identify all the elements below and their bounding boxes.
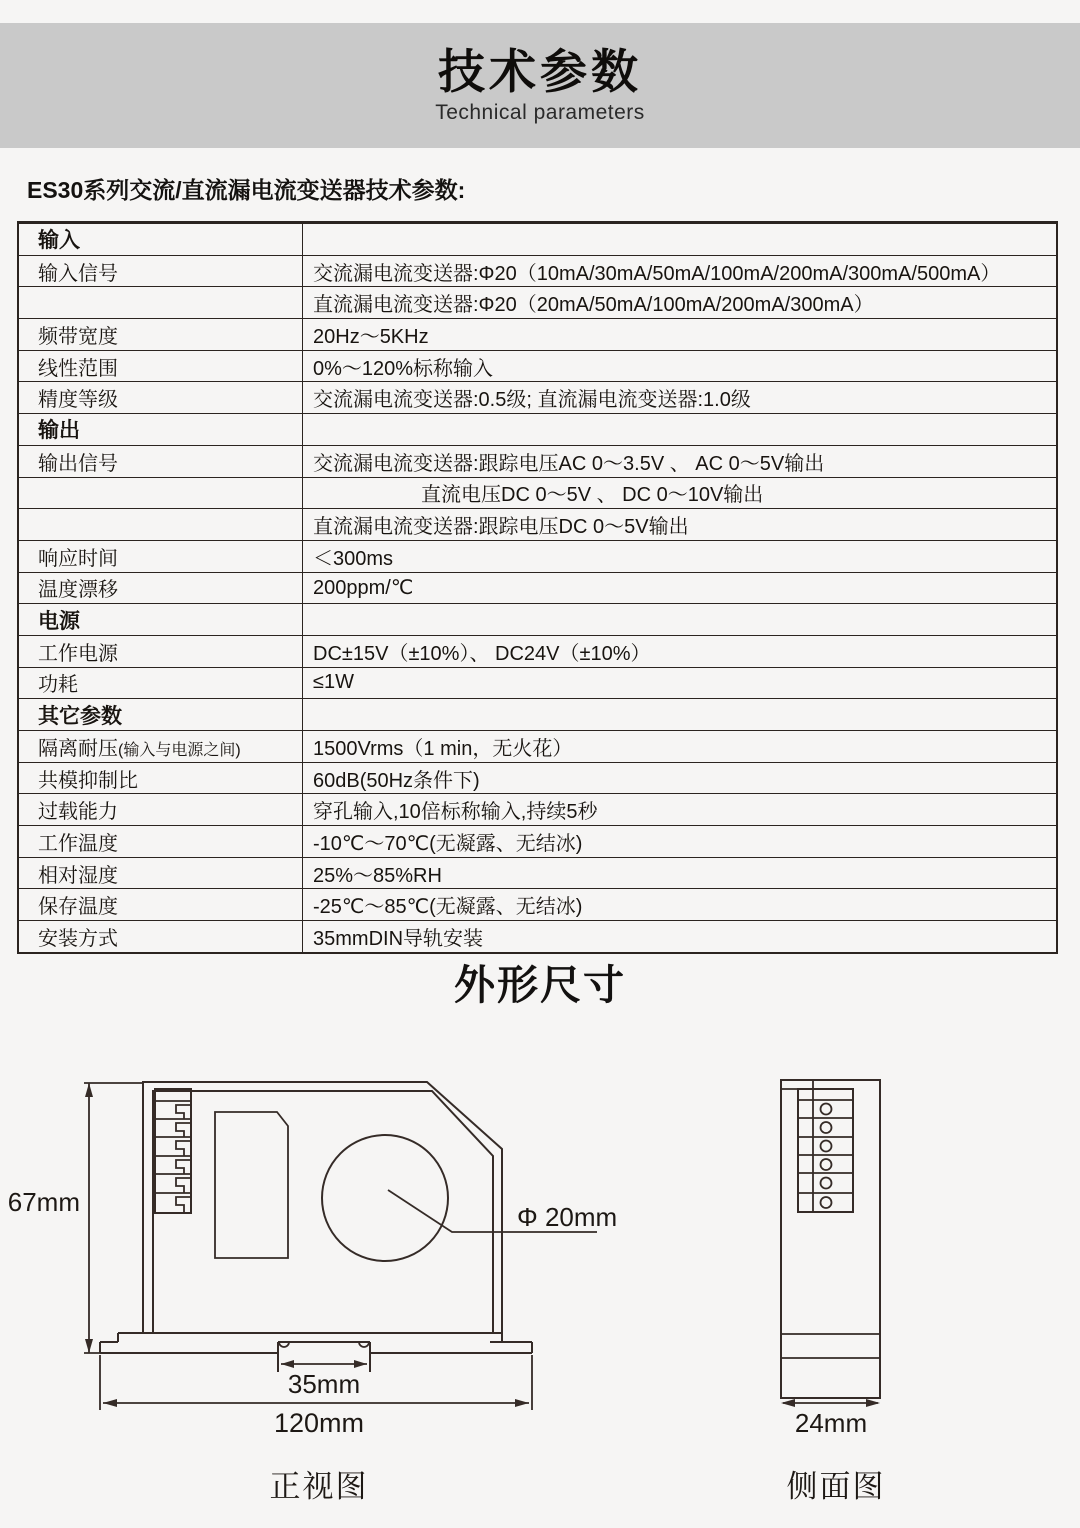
spec-value <box>303 223 1058 256</box>
table-row <box>18 223 1057 256</box>
spec-value: 直流电压DC 0～5V 、 DC 0～10V输出 <box>303 477 1058 509</box>
spec-label: 输入信号 <box>18 255 303 287</box>
side-view-caption: 侧面图 <box>786 1469 886 1504</box>
side-body-outline <box>781 1080 880 1398</box>
table-row <box>18 826 1057 858</box>
spec-label: 安装方式 <box>18 921 303 953</box>
side-width-dimension <box>781 1399 880 1438</box>
table-row <box>18 319 1057 351</box>
spec-label: 输出信号 <box>18 445 303 477</box>
table-row <box>18 921 1057 953</box>
header-band <box>0 23 1080 148</box>
side-top-band <box>781 1080 853 1089</box>
spec-value: 交流漏电流变送器:0.5级; 直流漏电流变送器:1.0级 <box>303 382 1058 414</box>
spec-value: 60dB(50Hz条件下) <box>303 762 1058 794</box>
spec-table-body <box>18 223 1057 953</box>
side-width-label: 24mm <box>794 1408 868 1438</box>
spec-label: 线性范围 <box>18 350 303 382</box>
spec-value: 穿孔输入,10倍标称输入,持续5秒 <box>303 794 1058 826</box>
table-row <box>18 572 1057 604</box>
front-view-drawing <box>8 1082 617 1504</box>
spec-label-note: (输入与电源之间) <box>118 741 241 759</box>
spec-value: -10℃～70℃(无凝露、无结冰) <box>303 826 1058 858</box>
side-view-drawing <box>781 1080 886 1504</box>
front-base <box>100 1333 532 1372</box>
dimension-drawing <box>0 1060 1080 1528</box>
spec-label: 工作温度 <box>18 826 303 858</box>
spec-label <box>18 477 303 509</box>
table-row <box>18 635 1057 667</box>
side-base-lines <box>781 1334 880 1358</box>
spec-label: 工作电源 <box>18 635 303 667</box>
table-row <box>18 889 1057 921</box>
table-row <box>18 762 1057 794</box>
front-width-label: 120mm <box>273 1408 365 1438</box>
spec-value: 0%～120%标称输入 <box>303 350 1058 382</box>
spec-value: 交流漏电流变送器:Φ20（10mA/30mA/50mA/100mA/200mA/300mA/500mA） <box>303 255 1058 287</box>
spec-label: 频带宽度 <box>18 319 303 351</box>
spec-label: 隔离耐压(输入与电源之间) <box>18 731 303 763</box>
spec-label: 功耗 <box>18 667 303 699</box>
spec-value: -25℃～85℃(无凝露、无结冰) <box>303 889 1058 921</box>
spec-label <box>18 287 303 319</box>
front-terminal-steps <box>176 1105 191 1213</box>
table-row <box>18 287 1057 319</box>
spec-value <box>303 604 1058 636</box>
spec-label: 响应时间 <box>18 540 303 572</box>
spec-value: DC±15V（±10%）、 DC24V（±10%） <box>303 635 1058 667</box>
front-terminal-rows <box>155 1101 191 1193</box>
table-row <box>18 414 1057 446</box>
table-row <box>18 445 1057 477</box>
spec-value: 200ppm/℃ <box>303 572 1058 604</box>
table-row <box>18 667 1057 699</box>
spec-value: 25%～85%RH <box>303 857 1058 889</box>
spec-value: 1500Vrms（1 min，无火花） <box>303 731 1058 763</box>
page-subtitle: Technical parameters <box>435 101 645 125</box>
spec-label: 输入 <box>18 223 303 256</box>
spec-value: ＜300ms <box>303 540 1058 572</box>
spec-label: 共模抑制比 <box>18 762 303 794</box>
spec-label: 输出 <box>18 414 303 446</box>
spec-label: 精度等级 <box>18 382 303 414</box>
table-row <box>18 604 1057 636</box>
front-hole-circle <box>322 1135 448 1261</box>
page-title: 技术参数 <box>438 44 642 98</box>
spec-label <box>18 509 303 541</box>
spec-table <box>17 221 1058 954</box>
table-row <box>18 540 1057 572</box>
spec-value: 直流漏电流变送器:跟踪电压DC 0～5V输出 <box>303 509 1058 541</box>
spec-value: 20Hz～5KHz <box>303 319 1058 351</box>
spec-value: ≤1W <box>303 667 1058 699</box>
spec-value <box>303 414 1058 446</box>
table-row <box>18 382 1057 414</box>
front-height-dimension <box>8 1083 143 1353</box>
spec-label: 过载能力 <box>18 794 303 826</box>
hole-diameter-label: Φ 20mm <box>517 1202 618 1232</box>
table-row <box>18 857 1057 889</box>
front-height-label: 67mm <box>7 1187 80 1217</box>
table-row <box>18 255 1057 287</box>
spec-value: 35mmDIN导轨安装 <box>303 921 1058 953</box>
table-row <box>18 794 1057 826</box>
table-row <box>18 350 1057 382</box>
front-label-plate <box>215 1112 288 1258</box>
front-terminal-block <box>155 1089 191 1213</box>
spec-label: 相对湿度 <box>18 857 303 889</box>
front-view-caption: 正视图 <box>269 1469 369 1504</box>
spec-label: 其它参数 <box>18 699 303 731</box>
spec-value: 交流漏电流变送器:跟踪电压AC 0～3.5V 、 AC 0～5V输出 <box>303 445 1058 477</box>
spec-value: 直流漏电流变送器:Φ20（20mA/50mA/100mA/200mA/300mA） <box>303 287 1058 319</box>
table-row <box>18 699 1057 731</box>
spec-label: 电源 <box>18 604 303 636</box>
table-row <box>18 477 1057 509</box>
spec-label: 保存温度 <box>18 889 303 921</box>
spec-value <box>303 699 1058 731</box>
dimensions-title: 外形尺寸 <box>454 962 626 1008</box>
series-heading: ES30系列交流/直流漏电流变送器技术参数: <box>27 177 466 203</box>
table-row <box>18 731 1057 763</box>
rail-width-label: 35mm <box>287 1369 361 1399</box>
rail-width-dimension <box>281 1360 367 1399</box>
spec-label: 温度漂移 <box>18 572 303 604</box>
side-terminal-grid <box>798 1089 853 1212</box>
table-row <box>18 509 1057 541</box>
